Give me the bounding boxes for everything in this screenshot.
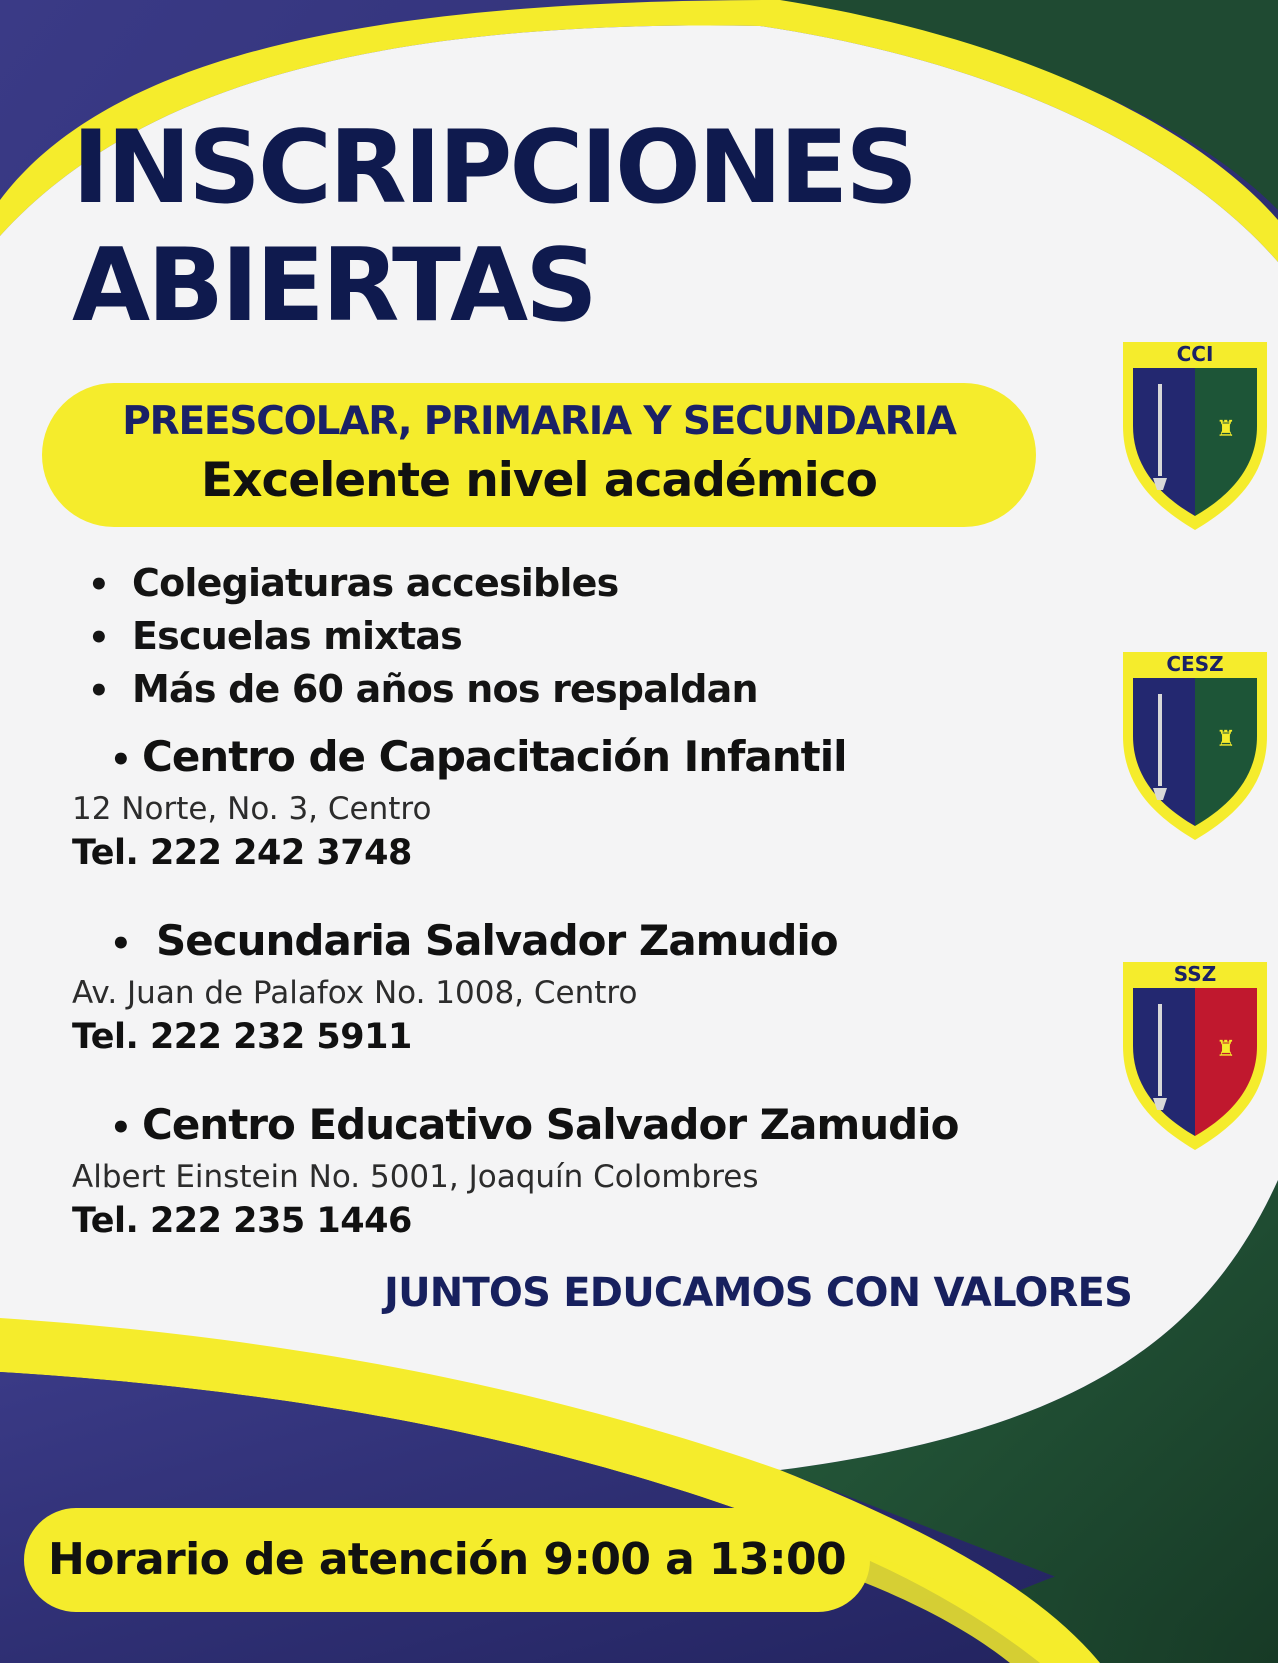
school-name-text: Centro de Capacitación Infantil — [142, 732, 847, 781]
school-address: 12 Norte, No. 3, Centro — [72, 791, 432, 827]
bullet-icon: • — [88, 565, 109, 605]
school-card — [72, 914, 1052, 1059]
feature-list — [88, 558, 758, 717]
feature-item — [88, 664, 758, 717]
school-card — [72, 1098, 1052, 1243]
feature-text: Escuelas mixtas — [132, 614, 463, 658]
crest-shield-icon — [1120, 338, 1270, 534]
castle-icon: ♜ — [1216, 727, 1236, 752]
slogan: JUNTOS EDUCAMOS CON VALORES — [384, 1270, 1133, 1316]
feature-text: Colegiaturas accesibles — [132, 561, 619, 605]
crest-initials: CESZ — [1166, 652, 1224, 676]
levels-text: PREESCOLAR, PRIMARIA Y SECUNDARIA — [122, 399, 956, 444]
crest-initials: CCI — [1176, 342, 1214, 366]
feature-item — [88, 558, 758, 611]
castle-icon: ♜ — [1216, 1037, 1236, 1062]
crest-shield-icon — [1120, 648, 1270, 844]
school-name — [72, 730, 1052, 787]
headline — [72, 108, 915, 344]
bullet-icon: • — [110, 1108, 131, 1148]
feature-text: Más de 60 años nos respaldan — [132, 667, 758, 711]
school-address: Av. Juan de Palafox No. 1008, Centro — [72, 975, 638, 1011]
school-name-text: Secundaria Salvador Zamudio — [156, 916, 838, 965]
feature-item — [88, 611, 758, 664]
bullet-icon: • — [88, 618, 109, 658]
hours-banner: Horario de atención 9:00 a 13:00 — [24, 1508, 870, 1612]
school-name-text: Centro Educativo Salvador Zamudio — [142, 1100, 959, 1149]
bullet-icon: • — [110, 740, 131, 780]
bullet-icon: • — [110, 924, 131, 964]
crest-initials: SSZ — [1173, 962, 1217, 986]
quality-text: Excelente nivel académico — [201, 453, 877, 508]
school-address: Albert Einstein No. 5001, Joaquín Colombres — [72, 1159, 759, 1195]
crest-shield-icon — [1120, 958, 1270, 1154]
levels-banner — [42, 383, 1036, 527]
school-name — [72, 1098, 1052, 1155]
school-name — [72, 914, 1052, 971]
school-phone[interactable]: Tel. 222 242 3748 — [72, 833, 412, 873]
headline-line-1: INSCRIPCIONES — [72, 108, 916, 226]
school-card — [72, 730, 1052, 875]
headline-line-2: ABIERTAS — [72, 226, 595, 344]
castle-icon: ♜ — [1216, 417, 1236, 442]
bullet-icon: • — [88, 671, 109, 711]
school-phone[interactable]: Tel. 222 232 5911 — [72, 1017, 412, 1057]
school-phone[interactable]: Tel. 222 235 1446 — [72, 1201, 412, 1241]
